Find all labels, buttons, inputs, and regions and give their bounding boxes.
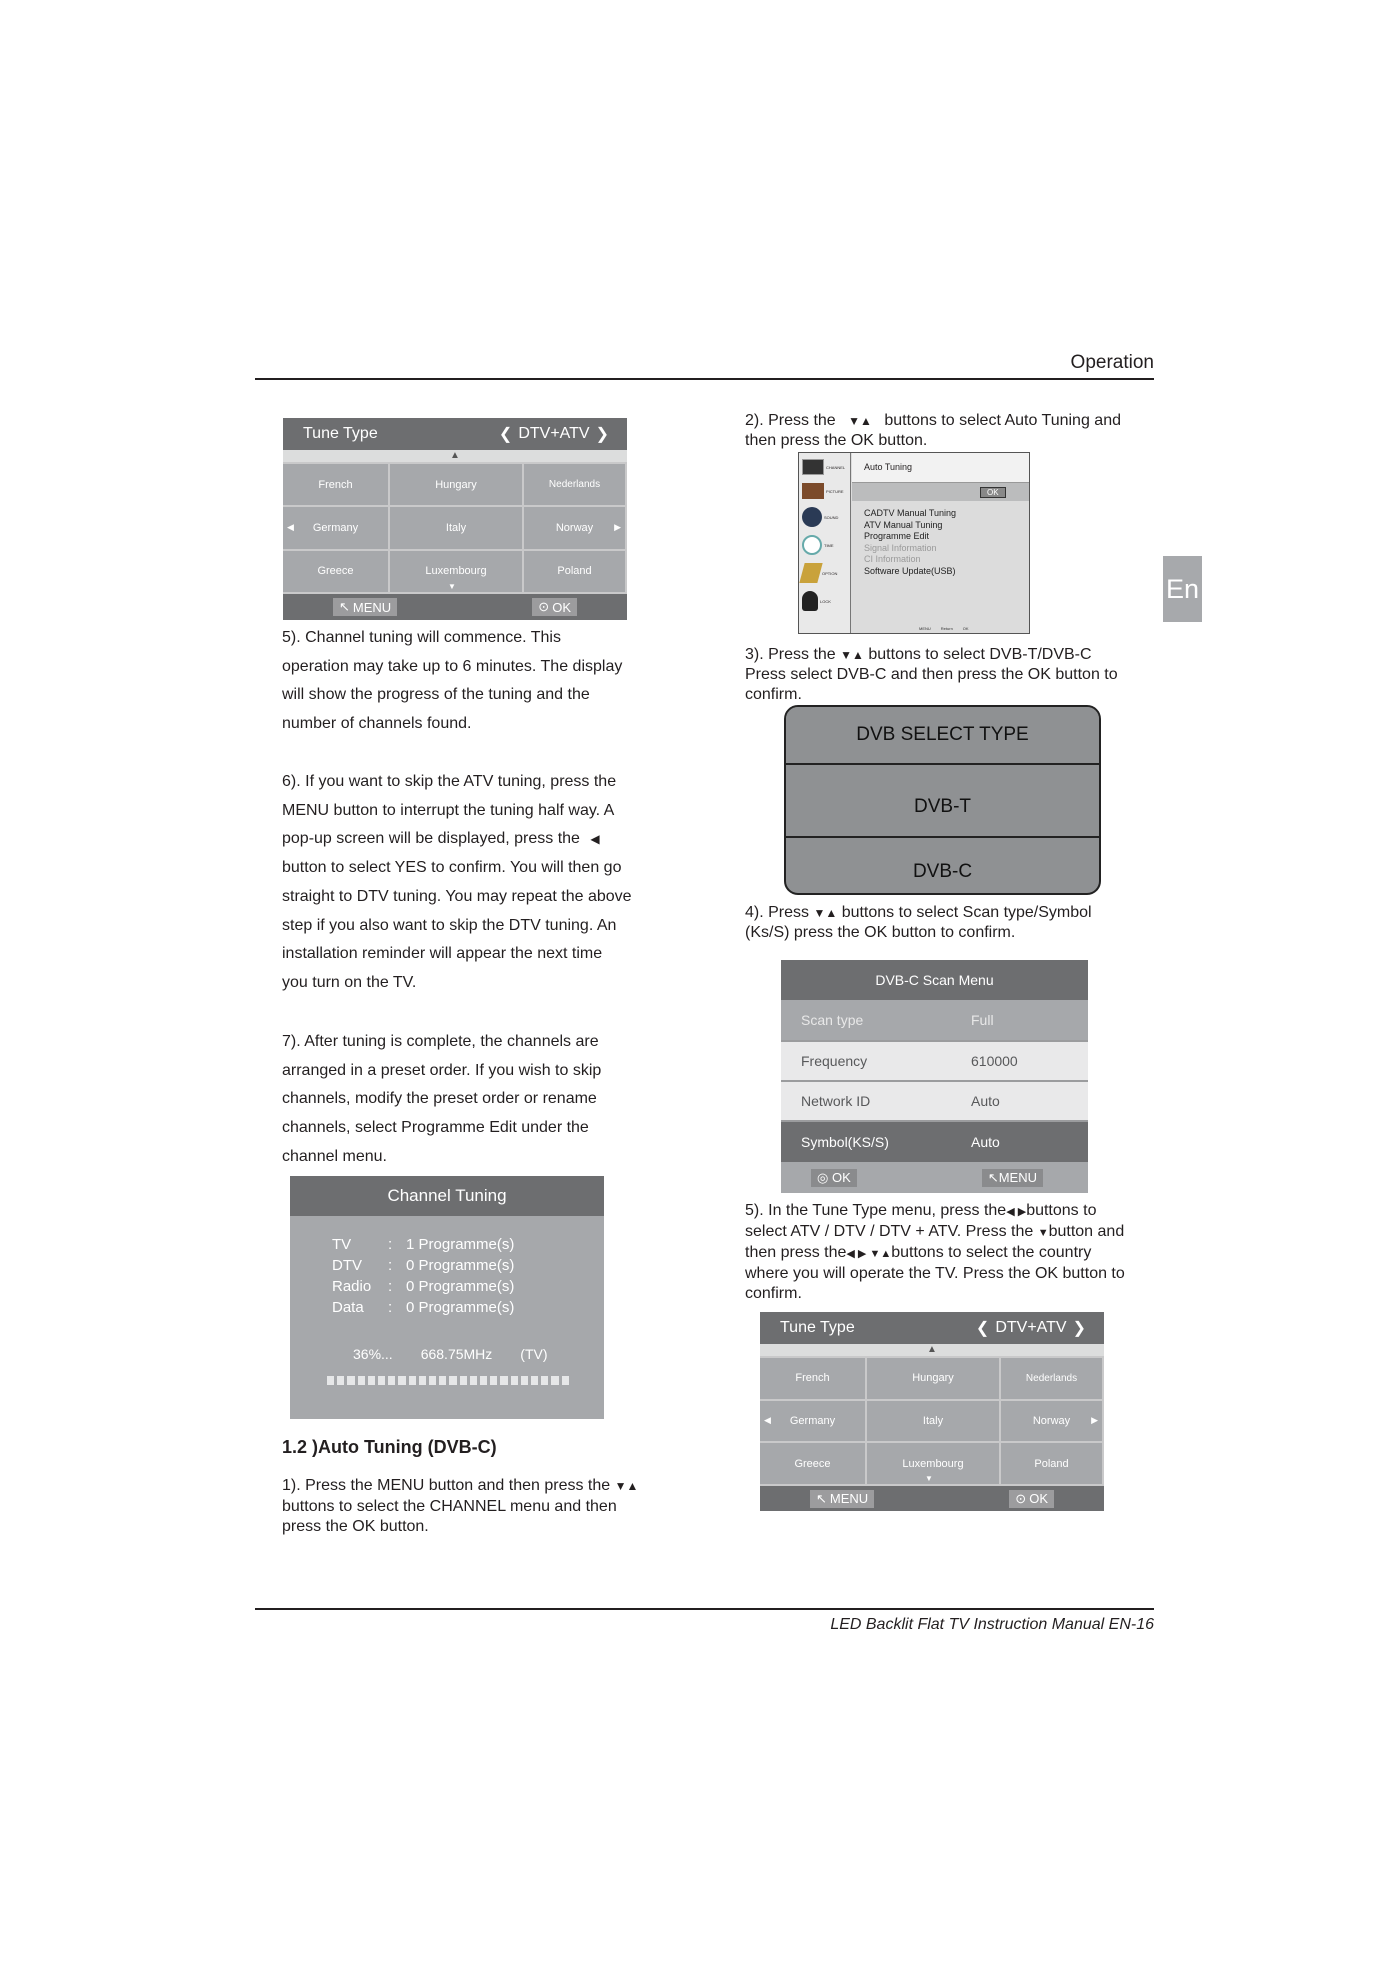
scan-menu-button[interactable]: ↖MENU xyxy=(982,1169,1043,1187)
scan-menu-title: DVB-C Scan Menu xyxy=(781,960,1088,1000)
footer-rule xyxy=(255,1608,1154,1610)
progress-segment xyxy=(449,1376,456,1385)
progress-segment xyxy=(337,1376,344,1385)
chevron-right-icon[interactable]: ❯ xyxy=(1072,1320,1086,1337)
progress-segment xyxy=(409,1376,416,1385)
menu-item[interactable]: CADTV Manual Tuning xyxy=(864,508,957,518)
tune-type-panel-2 xyxy=(760,1312,1104,1511)
sound-icon xyxy=(802,507,822,527)
menu-sidebar xyxy=(799,453,851,633)
progress-segment xyxy=(347,1376,354,1385)
left-step1-paragraph: 1). Press the MENU button and then press the ▼▲ buttons to select the CHANNEL menu and then press the OK button. xyxy=(282,1477,639,1535)
arrow-down-icon: ▼ xyxy=(925,1474,933,1483)
ok-circle-icon: ⊙ xyxy=(1015,1490,1027,1506)
down-up-arrows-icon: ▼▲ xyxy=(614,1479,639,1493)
menu-highlight-row[interactable] xyxy=(852,453,1029,483)
country-cell[interactable]: Greece xyxy=(283,551,388,592)
progress-segment xyxy=(419,1376,426,1385)
scan-row[interactable]: Network ID Auto xyxy=(781,1082,1088,1122)
dvb-select-dialog xyxy=(784,705,1101,895)
progress-segment xyxy=(358,1376,365,1385)
scan-menu-footer xyxy=(781,1162,1088,1193)
dvb-option[interactable]: DVB-T xyxy=(786,765,1099,838)
progress-segment xyxy=(490,1376,497,1385)
tuning-row-value: 0 Programme(s) xyxy=(406,1299,515,1316)
progress-segment xyxy=(500,1376,507,1385)
country-cell[interactable]: Norway ▶ xyxy=(1001,1401,1102,1442)
country-cell[interactable]: Italy xyxy=(867,1401,999,1442)
country-cell[interactable]: Norway ▶ xyxy=(524,507,625,548)
arrow-left-icon: ◀ xyxy=(287,522,294,533)
menu-return-icon: ↖ xyxy=(987,1169,999,1185)
sidebar-label: SOUND xyxy=(824,514,839,520)
picture-icon xyxy=(802,483,824,499)
auto-tuning-item: Auto Tuning xyxy=(864,462,913,472)
left-step6-paragraph: 6). If you want to skip the ATV tuning, press the MENU button to interrupt the tuning half way. A pop-up screen will be displayed, press the ◀ button to select YES to confirm. You will then go straight to DTV tuning. You may repeat the above step if you also want to skip the DTV tuning. An installation reminder will appear the next time you turn on the TV. xyxy=(282,773,632,991)
country-cell[interactable]: Poland xyxy=(1001,1443,1102,1484)
down-up-arrows-icon: ▼▲ xyxy=(813,906,838,920)
left-step7-paragraph: 7). After tuning is complete, the channels are arranged in a preset order. If you wish to skip channels, modify the preset order or rename channels, select Programme Edit under the channel menu. xyxy=(282,1033,602,1165)
progress-segment xyxy=(521,1376,528,1385)
progress-segment xyxy=(541,1376,548,1385)
menu-button[interactable]: ↖ MENU xyxy=(810,1490,874,1508)
tune-type-title: Tune Type xyxy=(303,425,378,442)
channel-tuning-panel xyxy=(290,1176,604,1419)
right-step2-paragraph: 2). Press the ▼▲ buttons to select Auto Tuning and then press the OK button. xyxy=(745,412,1121,449)
channel-menu-screenshot xyxy=(798,452,1030,634)
country-cell[interactable]: ◀ Germany xyxy=(283,507,388,548)
progress-segment xyxy=(398,1376,405,1385)
progress-percent: 36%... xyxy=(353,1346,393,1362)
chevron-right-icon[interactable]: ❯ xyxy=(595,426,609,443)
option-icon xyxy=(799,563,822,583)
section-title: 1.2 )Auto Tuning (DVB-C) xyxy=(282,1437,497,1457)
tuning-frequency: 668.75MHz xyxy=(420,1346,493,1362)
right-step4-paragraph: 4). Press ▼▲ buttons to select Scan type/Symbol (Ks/S) press the OK button to confirm. xyxy=(745,904,1092,941)
all-arrows-icon: ◀ ▶ ▼▲ xyxy=(846,1248,892,1260)
arrow-left-icon: ◀ xyxy=(764,1415,771,1426)
down-arrow-icon: ▼ xyxy=(1037,1227,1049,1239)
time-icon xyxy=(802,535,822,555)
country-cell[interactable]: Hungary xyxy=(867,1358,999,1399)
tune-type-panel-1 xyxy=(283,418,627,620)
country-cell[interactable]: Italy xyxy=(390,507,522,548)
progress-segment xyxy=(531,1376,538,1385)
dvb-option[interactable]: DVB-C xyxy=(912,861,973,882)
arrow-right-icon: ▶ xyxy=(1091,1415,1098,1426)
menu-item-list xyxy=(864,508,956,577)
ok-button[interactable]: ⊙ OK xyxy=(532,598,577,616)
menu-item: Signal Information xyxy=(864,542,937,553)
country-cell[interactable]: ◀ Germany xyxy=(760,1401,865,1442)
tuning-row-value: 1 Programme(s) xyxy=(406,1236,515,1253)
language-tab: En xyxy=(1163,556,1202,622)
progress-segment xyxy=(460,1376,467,1385)
menu-button[interactable]: ↖ MENU xyxy=(333,598,397,616)
country-cell[interactable]: French xyxy=(760,1358,865,1399)
down-up-arrows-icon: ▼▲ xyxy=(848,414,872,428)
sidebar-label: PICTURE xyxy=(826,488,844,494)
dvb-select-title: DVB SELECT TYPE xyxy=(786,707,1099,765)
tuning-row-value: 0 Programme(s) xyxy=(406,1278,515,1295)
chevron-left-icon[interactable]: ❮ xyxy=(975,1320,990,1337)
progress-bar xyxy=(327,1376,569,1385)
dvbc-scan-menu xyxy=(781,960,1088,1193)
progress-segment xyxy=(429,1376,436,1385)
country-cell[interactable]: Poland xyxy=(524,551,625,592)
chevron-left-icon[interactable]: ❮ xyxy=(498,426,513,443)
tuning-row-sep: : xyxy=(388,1278,393,1295)
ok-circle-icon: ⊙ xyxy=(538,599,550,614)
progress-segment xyxy=(327,1376,334,1385)
tuning-row-label: TV xyxy=(332,1236,352,1253)
progress-segment xyxy=(551,1376,558,1385)
country-cell[interactable]: Luxembourg ▼ xyxy=(867,1443,999,1484)
channel-tuning-title: Channel Tuning xyxy=(290,1176,604,1216)
country-cell[interactable]: Hungary xyxy=(390,464,522,505)
header-rule xyxy=(255,378,1154,380)
footer-menu-hint: MENU xyxy=(919,626,931,631)
page-header-title: Operation xyxy=(1070,352,1154,373)
progress-segment xyxy=(562,1376,569,1385)
tuning-row-label: Data xyxy=(332,1299,364,1316)
sidebar-label: OPTION xyxy=(822,570,838,576)
lock-icon xyxy=(802,591,818,611)
sidebar-label: CHANNEL xyxy=(826,464,846,470)
scroll-up-icon: ▲ xyxy=(283,450,627,462)
left-right-arrows-icon: ◀ ▶ xyxy=(1006,1206,1027,1218)
scan-row[interactable]: Scan type Full xyxy=(781,1000,1088,1042)
right-step3-paragraph: 3). Press the ▼▲ buttons to select DVB-T/DVB-C Press select DVB-C and then press the OK button to confirm. xyxy=(745,646,1118,703)
tuning-band: (TV) xyxy=(520,1346,548,1362)
arrow-down-icon: ▼ xyxy=(448,581,456,591)
footer-return-hint: Return xyxy=(940,626,953,631)
tune-mode-value: DTV+ATV xyxy=(518,425,590,442)
tune-type-title: Tune Type xyxy=(780,1319,855,1336)
tuning-row-sep: : xyxy=(388,1257,393,1274)
ok-circle-icon: ◎ xyxy=(817,1169,829,1185)
footer-ok-hint: OK xyxy=(962,626,969,631)
tuning-row-label: Radio xyxy=(332,1278,372,1295)
scan-ok-button[interactable]: ◎ OK xyxy=(811,1169,857,1187)
progress-segment xyxy=(480,1376,487,1385)
progress-segment xyxy=(511,1376,518,1385)
down-up-arrows-icon: ▼▲ xyxy=(840,648,864,662)
right-step5-paragraph: 5). In the Tune Type menu, press the◀ ▶buttons to select ATV / DTV / DTV + ATV. Press the ▼button and then press the◀ ▶ ▼▲buttons to select the country where you will operate the TV. Press the OK button to confirm. xyxy=(745,1202,1125,1302)
tuning-row-label: DTV xyxy=(332,1257,362,1274)
tuning-row-sep: : xyxy=(388,1299,393,1316)
scan-row[interactable]: Frequency 610000 xyxy=(781,1042,1088,1082)
menu-item: CI Information xyxy=(864,554,921,564)
country-cell[interactable]: Greece xyxy=(760,1443,865,1484)
progress-segment xyxy=(368,1376,375,1385)
menu-item[interactable]: Software Update(USB) xyxy=(864,565,956,576)
menu-footer xyxy=(919,626,969,631)
menu-return-icon: ↖ xyxy=(816,1490,827,1506)
progress-segment xyxy=(439,1376,446,1385)
menu-ok-row xyxy=(852,483,1029,501)
sidebar-label: TIME xyxy=(824,542,834,548)
left-step5-paragraph: 5). Channel tuning will commence. This operation may take up to 6 minutes. The display will show the progress of the tuning and the number of channels found. xyxy=(282,629,623,733)
country-cell[interactable]: Nederlands xyxy=(1001,1358,1102,1399)
left-arrow-icon: ◀ xyxy=(590,832,600,847)
scan-row[interactable]: Symbol(KS/S) Auto xyxy=(781,1122,1088,1162)
menu-item[interactable]: Programme Edit xyxy=(864,531,930,541)
progress-segment xyxy=(378,1376,385,1385)
ok-button[interactable]: ⊙ OK xyxy=(1009,1490,1054,1508)
page-footer: LED Backlit Flat TV Instruction Manual EN-16 xyxy=(830,1616,1154,1633)
tuning-row-sep: : xyxy=(388,1236,393,1253)
progress-segment xyxy=(470,1376,477,1385)
menu-item[interactable]: ATV Manual Tuning xyxy=(864,519,943,530)
progress-segment xyxy=(388,1376,395,1385)
tune-mode-value: DTV+ATV xyxy=(995,1319,1067,1336)
scroll-up-icon: ▲ xyxy=(760,1344,1104,1356)
country-cell[interactable]: Nederlands xyxy=(524,464,625,505)
country-cell[interactable]: French xyxy=(283,464,388,505)
sidebar-label: LOCK xyxy=(820,598,831,604)
channel-icon xyxy=(802,459,824,475)
tuning-row-value: 0 Programme(s) xyxy=(406,1257,515,1274)
menu-return-icon: ↖ xyxy=(339,599,350,614)
menu-ok-button[interactable]: OK xyxy=(980,487,1006,498)
country-cell[interactable]: Luxembourg ▼ xyxy=(390,551,522,592)
arrow-right-icon: ▶ xyxy=(614,522,621,533)
